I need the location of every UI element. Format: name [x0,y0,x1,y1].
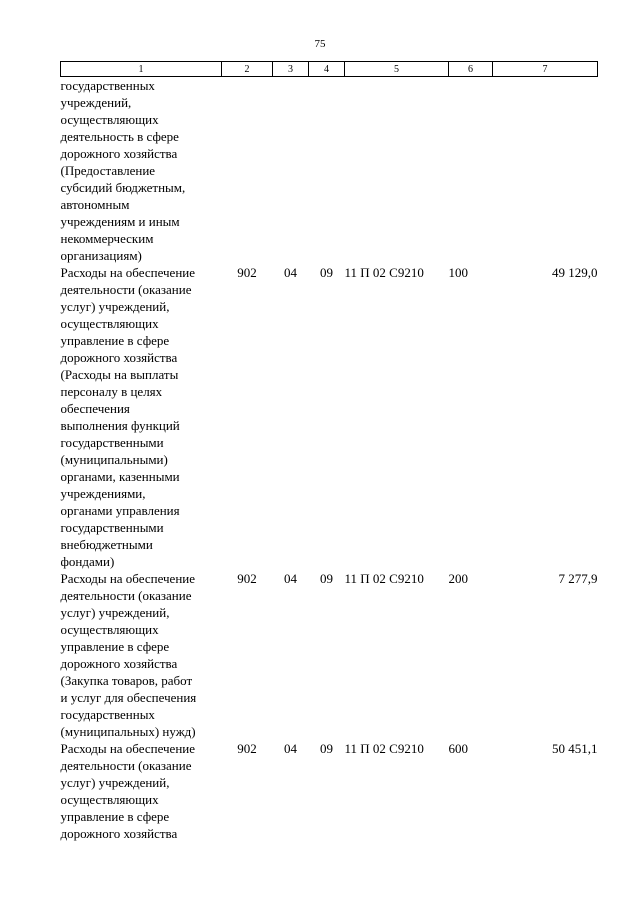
description-line: государственными [60,520,164,535]
description-line: субсидий бюджетным, [60,180,186,195]
description-line: (муниципальных) нужд) [60,724,196,739]
description-line: (Закупка товаров, работ [60,673,193,688]
department-code: 902 [237,265,257,280]
amount [493,77,598,265]
description-line: осуществляющих [60,112,159,127]
description-line: организациям) [60,248,142,263]
description-line: государственных [60,78,155,93]
expense-type-code: 200 [448,571,468,586]
description-line: дорожного хозяйства [60,350,178,365]
description-line: персоналу в целях [60,384,163,399]
description-line: выполнения функций [60,418,180,433]
expense-description [61,264,222,570]
description-line: осуществляющих [60,316,159,331]
section-code: 04 [284,265,297,280]
description-line: деятельности (оказание [60,758,192,773]
description-line: деятельность в сфере [60,129,179,144]
description-line: управление в сфере [60,333,170,348]
amount: 7 277,9 [558,571,598,586]
description-line: дорожного хозяйства [60,656,178,671]
table-row [61,570,598,740]
column-number-row [61,62,598,77]
department-code: 902 [237,741,257,756]
description-line: деятельности (оказание [60,588,192,603]
target-article-code: 11 П 02 С9210 [344,741,424,756]
description-line: внебюджетными [60,537,153,552]
description-line: учреждениям и иным [60,214,180,229]
description-line: услуг) учреждений, [60,605,170,620]
description-line: фондами) [60,554,115,569]
department-code: 902 [237,571,257,586]
column-header-4: 4 [309,62,345,77]
expense-description [61,740,222,842]
column-header-7: 7 [493,62,598,77]
amount: 50 451,1 [552,741,598,756]
column-header-1: 1 [61,62,222,77]
description-line: некоммерческим [60,231,154,246]
description-line: услуг) учреждений, [60,775,170,790]
subsection-code: 09 [320,571,333,586]
expense-type-code: 100 [448,265,468,280]
description-line: государственными [60,435,164,450]
page-number: 75 [314,38,326,50]
expense-type-code [449,77,493,265]
column-header-3: 3 [273,62,309,77]
description-line: Расходы на обеспечение [60,741,196,756]
description-line: органами управления [60,503,180,518]
description-line: услуг) учреждений, [60,299,170,314]
column-header-5: 5 [345,62,449,77]
description-line: Расходы на обеспечение [60,571,196,586]
subsection-code: 09 [320,741,333,756]
target-article-code: 11 П 02 С9210 [344,571,424,586]
section-code [273,77,309,265]
table-row [61,77,598,265]
subsection-code: 09 [320,265,333,280]
target-article-code: 11 П 02 С9210 [344,265,424,280]
section-code: 04 [284,741,297,756]
description-line: управление в сфере [60,639,170,654]
table-row [61,264,598,570]
description-line: осуществляющих [60,792,159,807]
description-line: дорожного хозяйства [60,826,178,841]
section-code: 04 [284,571,297,586]
description-line: осуществляющих [60,622,159,637]
description-line: учреждений, [60,95,132,110]
description-line: деятельности (оказание [60,282,192,297]
description-line: обеспечения [60,401,130,416]
subsection-code [309,77,345,265]
budget-table [60,61,598,842]
column-header-2: 2 [222,62,273,77]
description-line: (Расходы на выплаты [60,367,179,382]
table-row [61,740,598,842]
target-article-code [345,77,449,265]
description-line: автономным [60,197,130,212]
description-line: учреждениями, [60,486,146,501]
description-line: (муниципальными) [60,452,168,467]
description-line: Расходы на обеспечение [60,265,196,280]
department-code [222,77,273,265]
description-line: дорожного хозяйства [60,146,178,161]
expense-description [61,77,222,265]
column-header-6: 6 [449,62,493,77]
description-line: и услуг для обеспечения [60,690,197,705]
amount: 49 129,0 [552,265,598,280]
expense-description [61,570,222,740]
description-line: органами, казенными [60,469,180,484]
description-line: (Предоставление [60,163,156,178]
description-line: государственных [60,707,155,722]
description-line: управление в сфере [60,809,170,824]
expense-type-code: 600 [448,741,468,756]
